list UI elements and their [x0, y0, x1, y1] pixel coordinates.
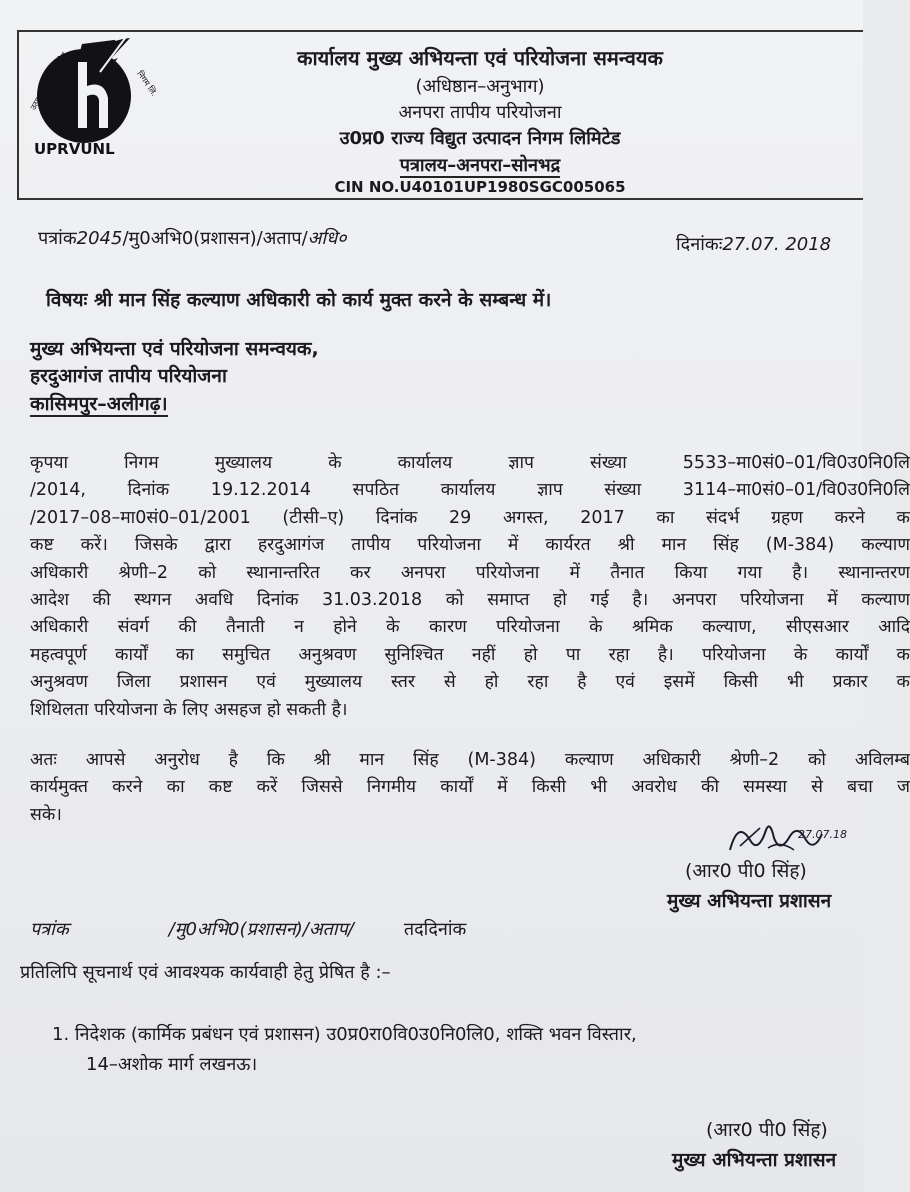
header-line-office: कार्यालय मुख्य अभियन्ता एवं परियोजना समन्वयक: [297, 46, 663, 70]
header-cin: CIN NO.U40101UP1980SGC005065: [334, 178, 626, 196]
signatory-title-2: मुख्य अभियन्ता प्रशासन: [672, 1149, 837, 1171]
logo-ring-text: उत्पादन निगम लिमिटेड: [28, 50, 70, 112]
header-line-project: अनपरा तापीय परियोजना: [398, 102, 562, 123]
svg-text:27.07.18: 27.07.18: [798, 828, 847, 841]
svg-text:निगम लि.: निगम लि.: [135, 69, 159, 98]
header-line-address: पत्रालय–अनपरा–सोनभद्र: [399, 155, 561, 176]
addressee-line-2: हरदुआगंज तापीय परियोजना: [30, 365, 227, 387]
copy-reference: पत्रांक /मु0अभि0(प्रशासन)/अताप/ तददिनांक: [30, 919, 467, 940]
reference-number: पत्रांक2045/मु0अभि0(प्रशासन)/अताप/अधि०: [38, 228, 347, 249]
signatory-name: (आर0 पी0 सिंह): [685, 860, 807, 882]
signatory-name-2: (आर0 पी0 सिंह): [706, 1119, 828, 1141]
logo-text: UPRVUNL: [34, 140, 115, 158]
body-paragraph-2: अतः आपसे अनुरोध है कि श्री मान सिंह (M-384) कल्याण अधिकारी श्रेणी–2 को अविलम्ब कार्यमुक्त करने का कष्ट करें जिससे निगमीय कार्यों में किसी भी अवरोध की समस्या से बचा ज सके।: [30, 750, 910, 825]
copy-forward-line: प्रतिलिपि सूचनार्थ एवं आवश्यक कार्यवाही हेतु प्रेषित है :–: [20, 962, 391, 983]
header-line-company: उ0प्र0 राज्य विद्युत उत्पादन निगम लिमिटेड: [339, 128, 621, 149]
letter-date: दिनांकः27.07. 2018: [676, 234, 832, 255]
header-line-section: (अधिष्ठान–अनुभाग): [415, 76, 545, 97]
uprvunl-logo: [22, 34, 182, 158]
signatory-title: मुख्य अभियन्ता प्रशासन: [667, 890, 832, 912]
addressee-line-3: कासिमपुर–अलीगढ़।: [30, 393, 168, 415]
subject-line: विषयः श्री मान सिंह कल्याण अधिकारी को कार्य मुक्त करने के सम्बन्ध में।: [46, 289, 552, 311]
addressee-line-1: मुख्य अभियन्ता एवं परियोजना समन्वयक,: [30, 338, 319, 360]
reference-handwritten-number: 2045: [76, 228, 123, 249]
copy-recipient-1: 1. निदेशक (कार्मिक प्रबंधन एवं प्रशासन) उ0प्र0रा0वि0उ0नि0लि0, शक्ति भवन विस्तार,: [52, 1024, 637, 1045]
copy-recipient-1-address: 14–अशोक मार्ग लखनऊ।: [86, 1054, 258, 1075]
body-paragraph-1: कृपया निगम मुख्यालय के कार्यालय ज्ञाप संख्या 5533–मा0सं0–01/वि0उ0नि0लि /2014, दिनांक 19.12.2014 सपठित कार्यालय ज्ञाप संख्या 3114–मा0सं0–01/वि0उ0नि0लि /2017–08–मा0सं0–01/2001 (टीसी–ए) दिनांक 29 अगस्त, 2017 का संदर्भ ग्रहण करने क कष्ट करें। जिसके द्वारा हरदुआगंज तापीय परियोजना में कार्यरत श्री मान सिंह (M-384) कल्याण अधिकारी श्रेणी–2 को स्थानान्तरित कर अनपरा परियोजना में तैनात किया गया है। स्थानान्तरण आदेश की स्थगन अवधि दिनांक 31.03.2018 को समाप्त हो गई है। अनपरा परियोजना में कल्याण अधिकारी संवर्ग की तैनाती न होने के कारण परियोजना के श्रमिक कल्याण, सीएसआर आदि महत्वपूर्ण कार्यों का समुचित अनुश्रवण सुनिश्चित नहीं हो पा रहा है। परियोजना के कार्यों क अनुश्रवण जिला प्रशासन एवं मुख्यालय स्तर से हो रहा है एवं इसमें किसी भी प्रकार क शिथिलता परियोजना के लिए असहज हो सकती है।: [30, 453, 910, 720]
